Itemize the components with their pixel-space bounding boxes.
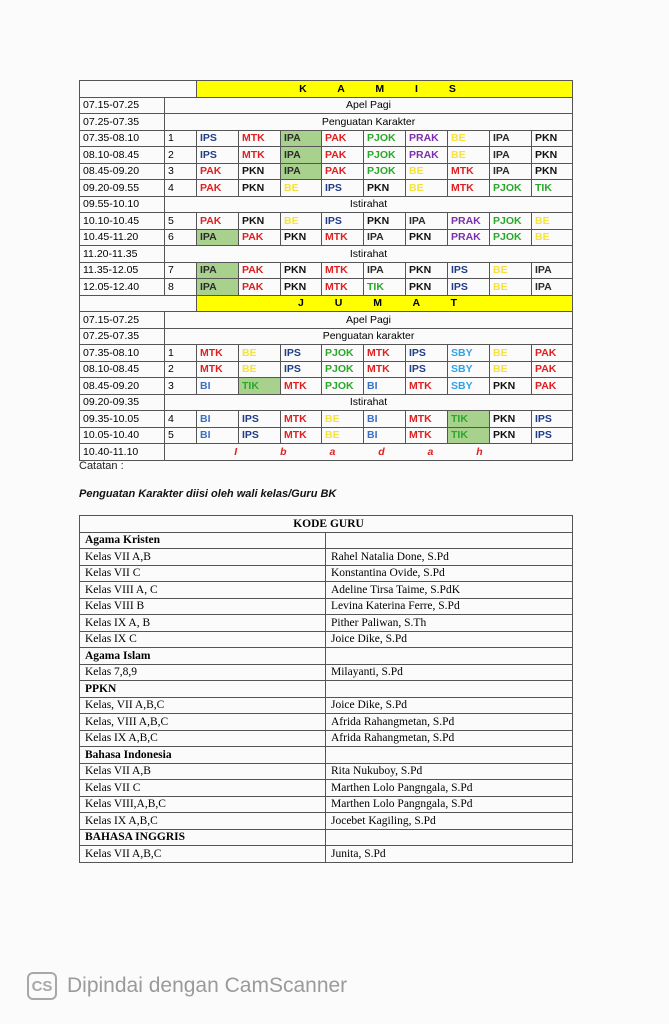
category-label: BAHASA INGGRIS (80, 829, 326, 846)
schedule-row (80, 427, 573, 444)
schedule-table (79, 80, 573, 461)
empty-cell (326, 532, 573, 549)
subject-cell: IPA (490, 130, 532, 147)
period-number: 2 (165, 361, 197, 378)
subject-cell: BE (448, 147, 490, 164)
subject-cell: TIK (364, 279, 406, 296)
subject-cell: TIK (239, 378, 281, 395)
kelas-cell: Kelas IX C (80, 631, 326, 648)
ibadah-cell: I b a d a h (165, 444, 573, 461)
time-cell: 12.05-12.40 (80, 279, 165, 296)
teacher-row (80, 763, 573, 780)
category-row (80, 648, 573, 665)
subject-cell: IPS (322, 180, 364, 197)
category-row (80, 747, 573, 764)
time-cell: 07.25-07.35 (80, 114, 165, 131)
subject-cell: PKN (364, 180, 406, 197)
schedule-row (80, 378, 573, 395)
subject-cell: IPS (197, 147, 239, 164)
empty-cell (326, 829, 573, 846)
subject-cell: PAK (532, 345, 573, 362)
time-cell: 10.40-11.10 (80, 444, 165, 461)
schedule-row (80, 246, 573, 263)
subject-cell: SBY (448, 361, 490, 378)
subject-cell: IPS (239, 427, 281, 444)
kelas-cell: Kelas VIII A, C (80, 582, 326, 599)
schedule-row (80, 114, 573, 131)
time-cell: 10.10-10.45 (80, 213, 165, 230)
subject-cell: BE (239, 345, 281, 362)
catatan-label: Catatan : (79, 460, 124, 472)
teacher-row (80, 582, 573, 599)
schedule-row (80, 444, 573, 461)
kelas-cell: Kelas VII A,B,C (80, 846, 326, 863)
subject-cell: PKN (406, 229, 448, 246)
period-number: 4 (165, 411, 197, 428)
subject-cell: PRAK (406, 147, 448, 164)
kelas-cell: Kelas VIII B (80, 598, 326, 615)
activity-cell: Apel Pagi (165, 312, 573, 329)
subject-cell: IPA (281, 130, 322, 147)
subject-cell: MTK (281, 411, 322, 428)
kelas-cell: Kelas IX A,B,C (80, 813, 326, 830)
kelas-cell: Kelas VII C (80, 565, 326, 582)
subject-cell: TIK (532, 180, 573, 197)
schedule-row (80, 262, 573, 279)
guru-cell: Levina Katerina Ferre, S.Pd (326, 598, 573, 615)
subject-cell: IPS (532, 411, 573, 428)
subject-cell: MTK (281, 378, 322, 395)
time-cell: 07.15-07.25 (80, 312, 165, 329)
subject-cell: IPS (239, 411, 281, 428)
subject-cell: MTK (364, 345, 406, 362)
subject-cell: PKN (239, 163, 281, 180)
time-cell: 08.45-09.20 (80, 163, 165, 180)
subject-cell: BE (532, 229, 573, 246)
category-row (80, 829, 573, 846)
teacher-row (80, 549, 573, 566)
subject-cell: MTK (448, 180, 490, 197)
period-number: 1 (165, 130, 197, 147)
subject-cell: BE (239, 361, 281, 378)
teacher-row (80, 631, 573, 648)
subject-cell: IPA (532, 262, 573, 279)
time-cell: 07.35-08.10 (80, 345, 165, 362)
subject-cell: PJOK (490, 180, 532, 197)
jumat-day-title: J U M A T (197, 295, 573, 312)
subject-cell: IPS (448, 279, 490, 296)
guru-cell: Konstantina Ovide, S.Pd (326, 565, 573, 582)
guru-cell: Marthen Lolo Pangngala, S.Pd (326, 796, 573, 813)
subject-cell: PAK (239, 229, 281, 246)
subject-cell: IPS (197, 130, 239, 147)
subject-cell: PRAK (448, 229, 490, 246)
empty-cell (326, 648, 573, 665)
subject-cell: PAK (239, 279, 281, 296)
subject-cell: PKN (532, 130, 573, 147)
subject-cell: PKN (364, 213, 406, 230)
subject-cell: IPA (364, 229, 406, 246)
category-label: Bahasa Indonesia (80, 747, 326, 764)
subject-cell: MTK (364, 361, 406, 378)
blank-cell (80, 295, 197, 312)
subject-cell: PAK (197, 163, 239, 180)
teacher-row (80, 615, 573, 632)
guru-cell: Pither Paliwan, S.Th (326, 615, 573, 632)
guru-cell: Afrida Rahangmetan, S.Pd (326, 714, 573, 731)
activity-cell: Istirahat (165, 394, 573, 411)
teacher-row (80, 813, 573, 830)
kamis-day-title: K A M I S (197, 81, 573, 98)
subject-cell: BE (490, 262, 532, 279)
subject-cell: PJOK (322, 345, 364, 362)
schedule-row (80, 97, 573, 114)
subject-cell: IPS (532, 427, 573, 444)
kode-guru-body (80, 516, 573, 863)
schedule-body (80, 81, 573, 461)
activity-cell: Istirahat (165, 246, 573, 263)
time-cell: 09.20-09.55 (80, 180, 165, 197)
subject-cell: PAK (239, 262, 281, 279)
category-label: Agama Kristen (80, 532, 326, 549)
subject-cell: PKN (239, 213, 281, 230)
schedule-row (80, 130, 573, 147)
subject-cell: BE (490, 279, 532, 296)
kelas-cell: Kelas VIII,A,B,C (80, 796, 326, 813)
subject-cell: IPA (364, 262, 406, 279)
subject-cell: PAK (197, 213, 239, 230)
subject-cell: BE (490, 345, 532, 362)
schedule-row (80, 279, 573, 296)
penguatan-karakter-note: Penguatan Karakter diisi oleh wali kelas/Guru BK (79, 488, 337, 500)
subject-cell: PJOK (490, 229, 532, 246)
subject-cell: IPS (406, 361, 448, 378)
time-cell: 08.10-08.45 (80, 147, 165, 164)
kelas-cell: Kelas VII C (80, 780, 326, 797)
subject-cell: IPS (281, 345, 322, 362)
subject-cell: BI (364, 411, 406, 428)
subject-cell: PJOK (490, 213, 532, 230)
subject-cell: PJOK (322, 378, 364, 395)
teacher-row (80, 714, 573, 731)
period-number: 1 (165, 345, 197, 362)
subject-cell: PKN (239, 180, 281, 197)
kelas-cell: Kelas IX A, B (80, 615, 326, 632)
subject-cell: BI (364, 378, 406, 395)
empty-cell (326, 681, 573, 698)
subject-cell: PJOK (364, 163, 406, 180)
subject-cell: MTK (281, 427, 322, 444)
subject-cell: IPS (322, 213, 364, 230)
subject-cell: PRAK (406, 130, 448, 147)
guru-cell: Rita Nukuboy, S.Pd (326, 763, 573, 780)
schedule-row (80, 196, 573, 213)
schedule-row (80, 180, 573, 197)
guru-cell: Afrida Rahangmetan, S.Pd (326, 730, 573, 747)
subject-cell: MTK (448, 163, 490, 180)
subject-cell: BI (197, 378, 239, 395)
period-number: 5 (165, 213, 197, 230)
subject-cell: SBY (448, 378, 490, 395)
subject-cell: PAK (532, 378, 573, 395)
subject-cell: PKN (490, 378, 532, 395)
schedule-row (80, 361, 573, 378)
subject-cell: BI (364, 427, 406, 444)
subject-cell: PAK (322, 163, 364, 180)
subject-cell: TIK (448, 427, 490, 444)
subject-cell: BE (281, 213, 322, 230)
subject-cell: PKN (532, 147, 573, 164)
schedule-row (80, 328, 573, 345)
time-cell: 08.10-08.45 (80, 361, 165, 378)
guru-cell: Jocebet Kagiling, S.Pd (326, 813, 573, 830)
subject-cell: PAK (322, 147, 364, 164)
subject-cell: PKN (281, 262, 322, 279)
schedule-row (80, 345, 573, 362)
teacher-row (80, 730, 573, 747)
subject-cell: MTK (197, 345, 239, 362)
camscanner-watermark (27, 972, 347, 1000)
kode-guru-header: KODE GURU (80, 516, 573, 533)
schedule-row (80, 163, 573, 180)
time-cell: 11.35-12.05 (80, 262, 165, 279)
schedule-row (80, 213, 573, 230)
category-row (80, 681, 573, 698)
subject-cell: IPA (197, 229, 239, 246)
teacher-row (80, 664, 573, 681)
teacher-row (80, 697, 573, 714)
subject-cell: BE (532, 213, 573, 230)
schedule-row (80, 394, 573, 411)
period-number: 7 (165, 262, 197, 279)
subject-cell: BE (406, 163, 448, 180)
kode-guru-table (79, 515, 573, 863)
subject-cell: PKN (406, 279, 448, 296)
guru-cell: Joice Dike, S.Pd (326, 697, 573, 714)
time-cell: 10.05-10.40 (80, 427, 165, 444)
time-cell: 08.45-09.20 (80, 378, 165, 395)
subject-cell: MTK (239, 130, 281, 147)
watermark-text: Dipindai dengan CamScanner (67, 974, 348, 997)
time-cell: 11.20-11.35 (80, 246, 165, 263)
guru-cell: Joice Dike, S.Pd (326, 631, 573, 648)
teacher-row (80, 796, 573, 813)
guru-cell: Rahel Natalia Done, S.Pd (326, 549, 573, 566)
subject-cell: IPA (197, 279, 239, 296)
period-number: 8 (165, 279, 197, 296)
period-number: 6 (165, 229, 197, 246)
jumat-header-row (80, 295, 573, 312)
schedule-row (80, 229, 573, 246)
subject-cell: BI (197, 411, 239, 428)
period-number: 3 (165, 378, 197, 395)
subject-cell: BE (281, 180, 322, 197)
subject-cell: BE (448, 130, 490, 147)
subject-cell: MTK (322, 279, 364, 296)
category-row (80, 532, 573, 549)
subject-cell: PRAK (448, 213, 490, 230)
guru-cell: Adeline Tirsa Taime, S.PdK (326, 582, 573, 599)
subject-cell: MTK (406, 378, 448, 395)
time-cell: 07.25-07.35 (80, 328, 165, 345)
time-cell: 09.55-10.10 (80, 196, 165, 213)
camscanner-logo-icon: CS (27, 972, 57, 1000)
kamis-header-row (80, 81, 573, 98)
subject-cell: MTK (322, 229, 364, 246)
kelas-cell: Kelas, VIII A,B,C (80, 714, 326, 731)
schedule-row (80, 147, 573, 164)
subject-cell: PKN (490, 427, 532, 444)
subject-cell: TIK (448, 411, 490, 428)
subject-cell: PAK (197, 180, 239, 197)
kelas-cell: Kelas IX A,B,C (80, 730, 326, 747)
period-number: 2 (165, 147, 197, 164)
subject-cell: BI (197, 427, 239, 444)
subject-cell: IPA (490, 147, 532, 164)
empty-cell (326, 747, 573, 764)
subject-cell: IPS (448, 262, 490, 279)
subject-cell: MTK (239, 147, 281, 164)
subject-cell: IPS (406, 345, 448, 362)
subject-cell: PJOK (364, 147, 406, 164)
subject-cell: PAK (532, 361, 573, 378)
subject-cell: IPS (281, 361, 322, 378)
subject-cell: IPA (532, 279, 573, 296)
activity-cell: Penguatan Karakter (165, 114, 573, 131)
subject-cell: BE (406, 180, 448, 197)
subject-cell: IPA (406, 213, 448, 230)
subject-cell: PJOK (364, 130, 406, 147)
subject-cell: PKN (406, 262, 448, 279)
guru-cell: Milayanti, S.Pd (326, 664, 573, 681)
guru-cell: Marthen Lolo Pangngala, S.Pd (326, 780, 573, 797)
subject-cell: PJOK (322, 361, 364, 378)
kelas-cell: Kelas VII A,B (80, 549, 326, 566)
subject-cell: MTK (406, 427, 448, 444)
activity-cell: Apel Pagi (165, 97, 573, 114)
category-label: PPKN (80, 681, 326, 698)
subject-cell: MTK (197, 361, 239, 378)
subject-cell: BE (322, 411, 364, 428)
subject-cell: MTK (322, 262, 364, 279)
subject-cell: PKN (281, 279, 322, 296)
kode-guru-header-row (80, 516, 573, 533)
category-label: Agama Islam (80, 648, 326, 665)
schedule-row (80, 312, 573, 329)
time-cell: 09.20-09.35 (80, 394, 165, 411)
teacher-row (80, 565, 573, 582)
time-cell: 07.15-07.25 (80, 97, 165, 114)
guru-cell: Junita, S.Pd (326, 846, 573, 863)
activity-cell: Penguatan karakter (165, 328, 573, 345)
blank-cell (80, 81, 197, 98)
subject-cell: IPA (281, 163, 322, 180)
kelas-cell: Kelas 7,8,9 (80, 664, 326, 681)
subject-cell: PKN (490, 411, 532, 428)
subject-cell: SBY (448, 345, 490, 362)
subject-cell: BE (490, 361, 532, 378)
kelas-cell: Kelas, VII A,B,C (80, 697, 326, 714)
subject-cell: MTK (406, 411, 448, 428)
subject-cell: PAK (322, 130, 364, 147)
kelas-cell: Kelas VII A,B (80, 763, 326, 780)
subject-cell: BE (322, 427, 364, 444)
subject-cell: PKN (532, 163, 573, 180)
time-cell: 07.35-08.10 (80, 130, 165, 147)
subject-cell: PKN (281, 229, 322, 246)
time-cell: 10.45-11.20 (80, 229, 165, 246)
activity-cell: Istirahat (165, 196, 573, 213)
subject-cell: IPA (281, 147, 322, 164)
subject-cell: IPA (490, 163, 532, 180)
period-number: 4 (165, 180, 197, 197)
time-cell: 09.35-10.05 (80, 411, 165, 428)
schedule-row (80, 411, 573, 428)
teacher-row (80, 846, 573, 863)
period-number: 3 (165, 163, 197, 180)
teacher-row (80, 598, 573, 615)
teacher-row (80, 780, 573, 797)
period-number: 5 (165, 427, 197, 444)
subject-cell: IPA (197, 262, 239, 279)
